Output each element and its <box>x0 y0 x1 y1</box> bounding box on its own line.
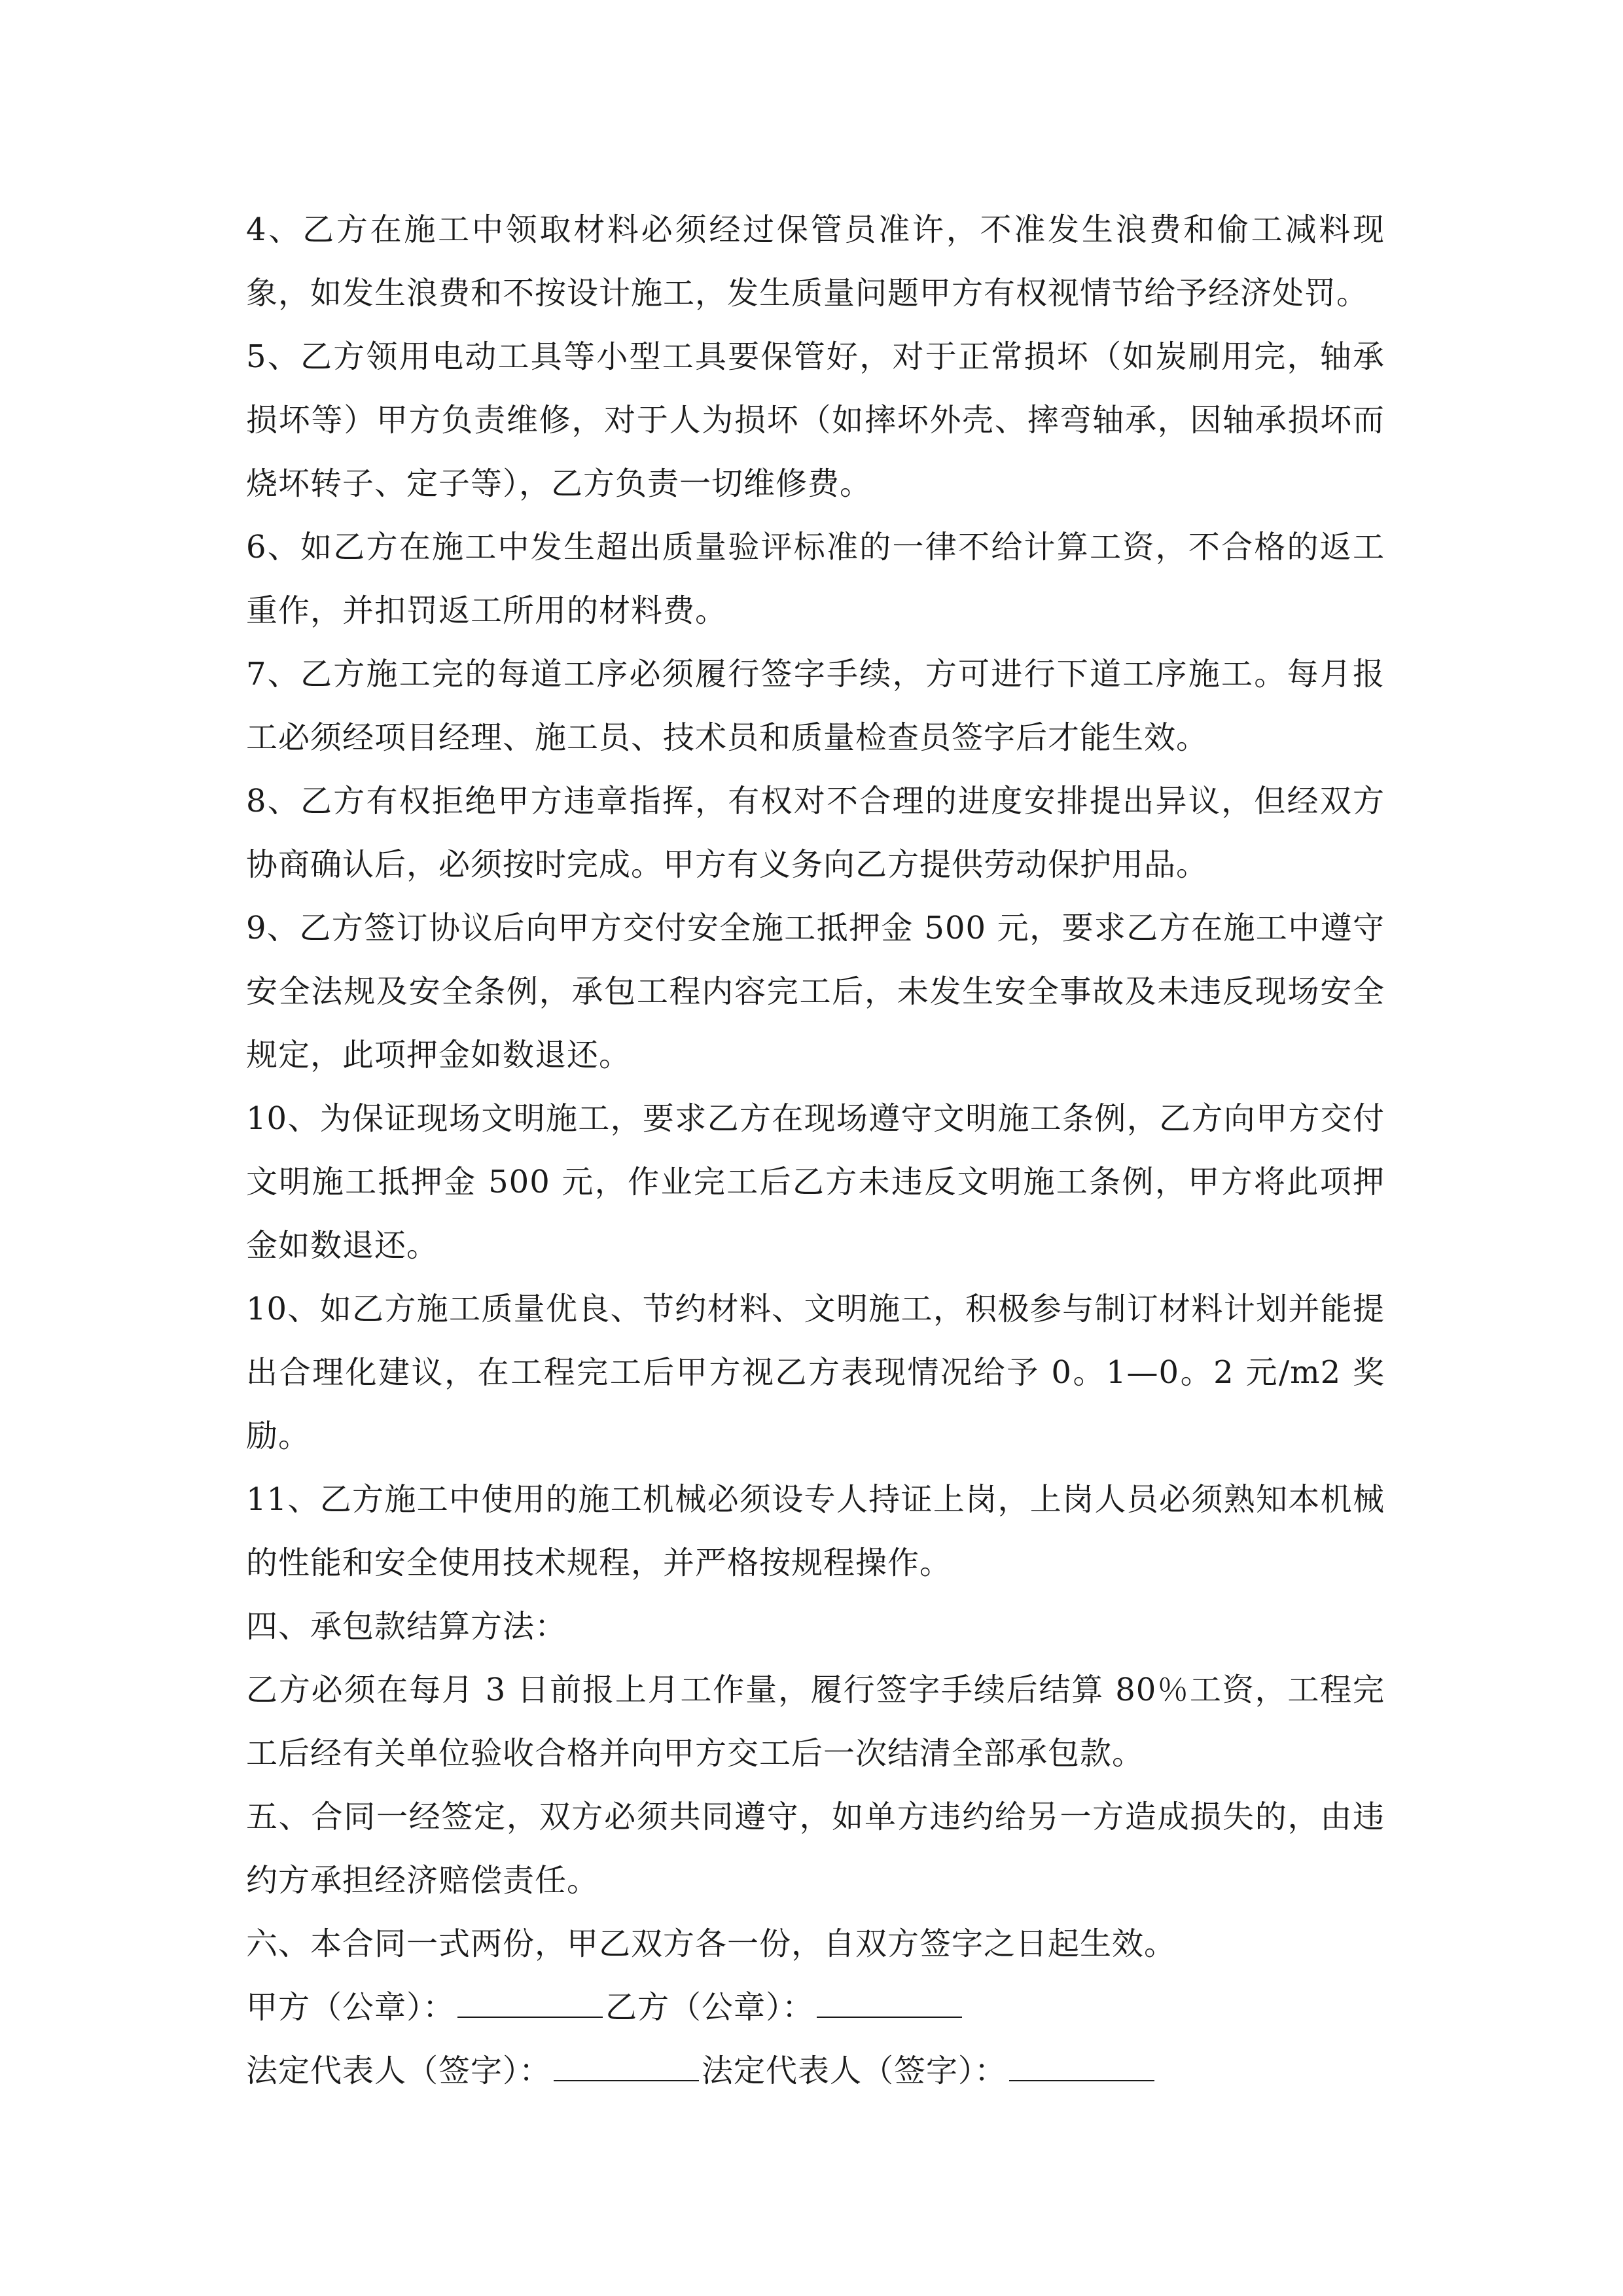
clause-6: 6、如乙方在施工中发生超出质量验评标准的一律不给计算工资，不合格的返工重作，并扣罚返工所用的材料费。 <box>246 529 1385 629</box>
party-b-rep-blank <box>1009 2047 1154 2081</box>
section-five: 五、合同一经签定，双方必须共同遵守，如单方违约给另一方造成损失的，由违约方承担经济赔偿责任。 <box>246 1799 1385 1899</box>
party-b-seal-label: 乙方（公章）： <box>605 1989 815 2026</box>
clause-4: 4、乙方在施工中领取材料必须经过保管员准许，不准发生浪费和偷工减料现象，如发生浪费和不按设计施工，发生质量问题甲方有权视情节给予经济处罚。 <box>246 211 1385 312</box>
clause-10a: 10、为保证现场文明施工，要求乙方在现场遵守文明施工条例，乙方向甲方交付文明施工抵押金 500 元，作业完工后乙方未违反文明施工条例，甲方将此项押金如数退还。 <box>246 1100 1385 1264</box>
settlement-text: 乙方必须在每月 3 日前报上月工作量，履行签字手续后结算 80％工资，工程完工后经有关单位验收合格并向甲方交工后一次结清全部承包款。 <box>246 1672 1385 1772</box>
party-a-seal-blank <box>457 1984 603 2018</box>
party-a-rep-label: 法定代表人（签字）： <box>246 2053 552 2089</box>
clause-11: 11、乙方施工中使用的施工机械必须设专人持证上岗，上岗人员必须熟知本机械的性能和安全使用技术规程，并严格按规程操作。 <box>246 1481 1385 1581</box>
contract-body <box>246 198 1385 2103</box>
clause-7: 7、乙方施工完的每道工序必须履行签字手续，方可进行下道工序施工。每月报工必须经项目经理、施工员、技术员和质量检查员签字后才能生效。 <box>246 656 1385 756</box>
clause-8: 8、乙方有权拒绝甲方违章指挥，有权对不合理的进度安排提出异议，但经双方协商确认后，必须按时完成。甲方有义务向乙方提供劳动保护用品。 <box>246 783 1385 883</box>
clause-5: 5、乙方领用电动工具等小型工具要保管好，对于正常损坏（如炭刷用完，轴承损坏等）甲方负责维修，对于人为损坏（如摔坏外壳、摔弯轴承，因轴承损坏而烧坏转子、定子等），乙方负责一切维修费。 <box>246 338 1385 502</box>
party-b-rep-label: 法定代表人（签字）： <box>702 2053 1007 2089</box>
representative-line <box>246 2039 1385 2103</box>
party-a-seal-label: 甲方（公章）： <box>246 1989 455 2026</box>
party-a-rep-blank <box>554 2047 699 2081</box>
section-six: 六、本合同一式两份，甲乙双方各一份，自双方签字之日起生效。 <box>246 1926 1177 1962</box>
party-b-seal-blank <box>817 1984 962 2018</box>
seal-line <box>246 1976 1385 2039</box>
clause-10b: 10、如乙方施工质量优良、节约材料、文明施工，积极参与制订材料计划并能提出合理化建议，在工程完工后甲方视乙方表现情况给予 0。1—0。2 元/m2 奖励。 <box>246 1291 1385 1454</box>
clause-9: 9、乙方签订协议后向甲方交付安全施工抵押金 500 元，要求乙方在施工中遵守安全法规及安全条例，承包工程内容完工后，未发生安全事故及未违反现场安全规定，此项押金如数退还。 <box>246 910 1385 1073</box>
section-heading-settlement: 四、承包款结算方法： <box>246 1608 567 1645</box>
